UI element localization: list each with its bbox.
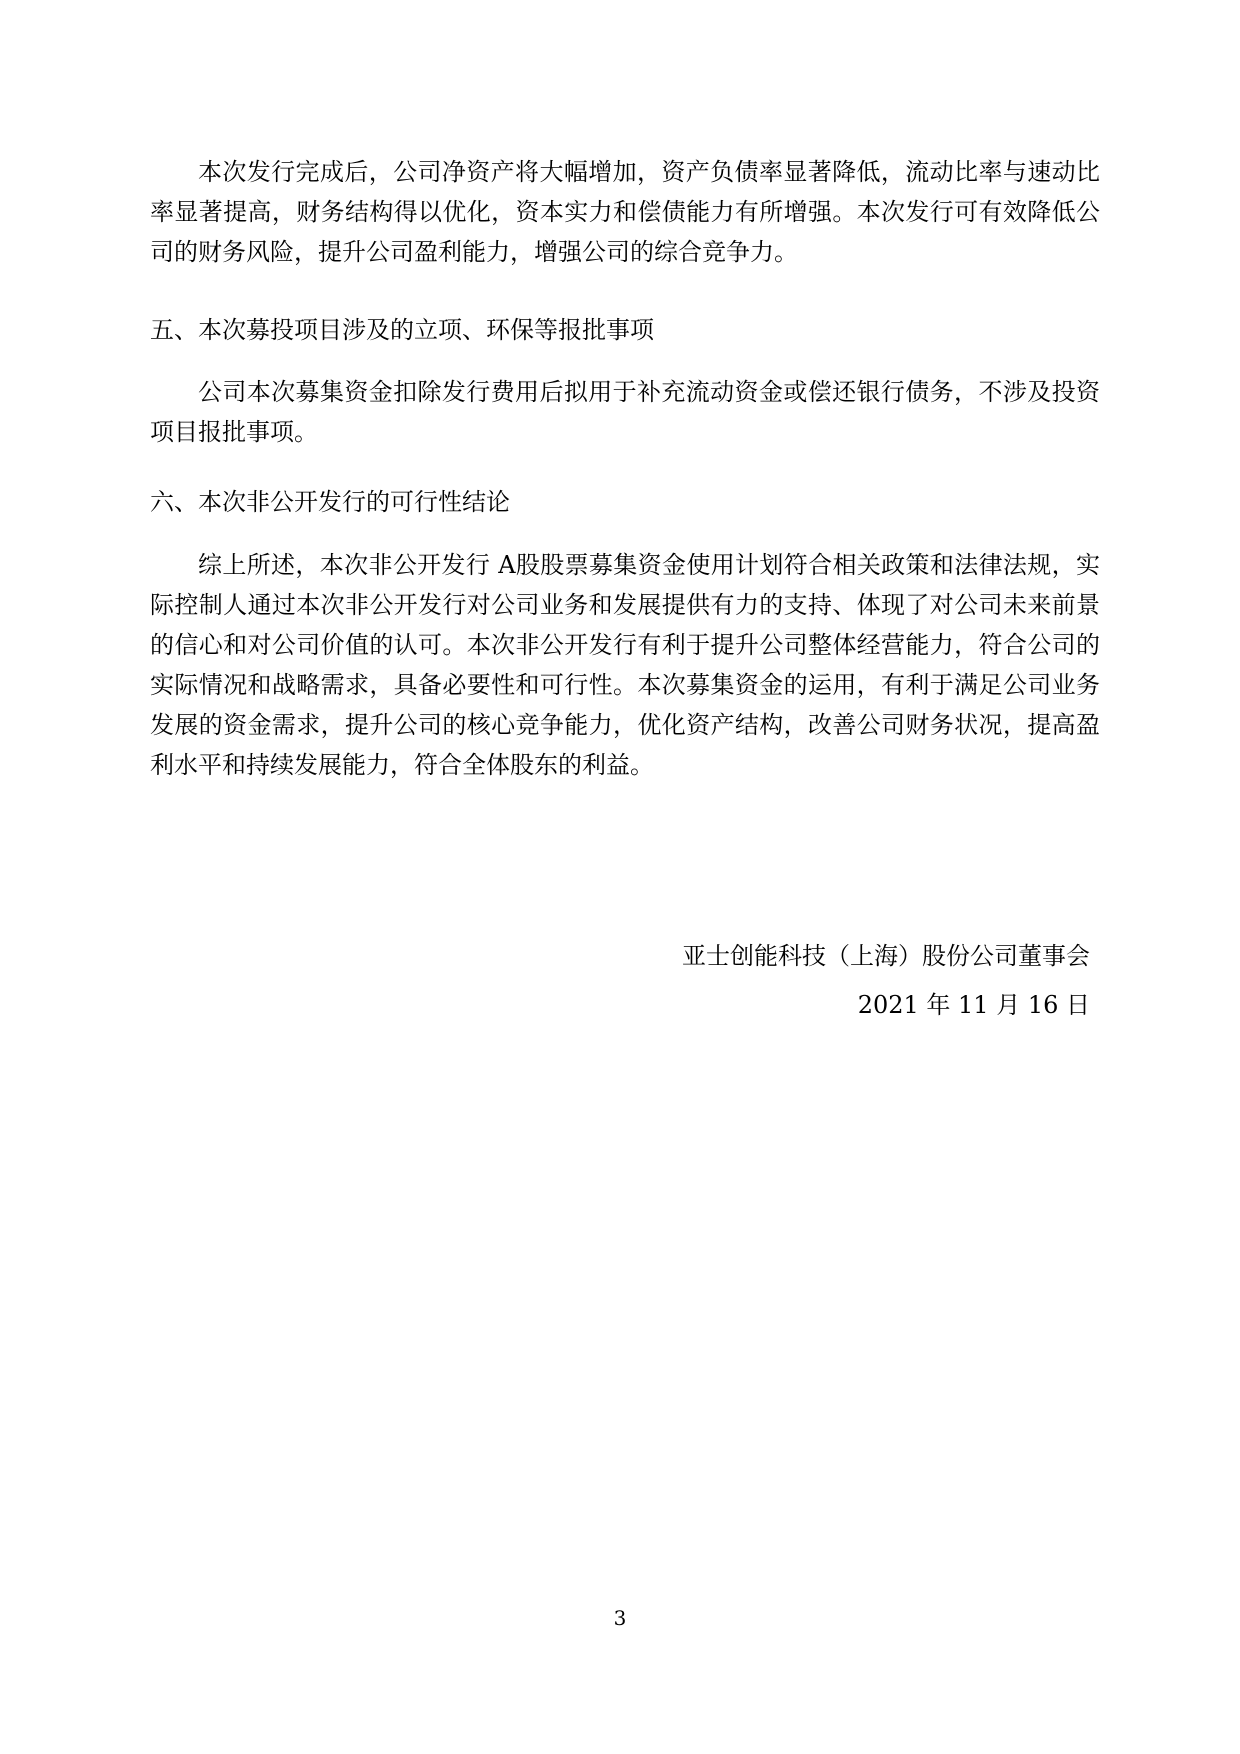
paragraph-approval-matters: 公司本次募集资金扣除发行费用后拟用于补充流动资金或偿还银行债务，不涉及投资项目报批事项。: [150, 378, 1100, 446]
paragraph-issuance-impact: 本次发行完成后，公司净资产将大幅增加，资产负债率显著降低，流动比率与速动比率显著提高，财务结构得以优化，资本实力和偿债能力有所增强。本次发行可有效降低公司的财务风险，提升公司盈利能力，增强公司的综合竞争力。: [150, 158, 1100, 266]
paragraph-feasibility-conclusion: 综上所述，本次非公开发行 A股股票募集资金使用计划符合相关政策和法律法规，实际控制人通过本次非公开发行对公司业务和发展提供有力的支持、体现了对公司未来前景的信心和对公司价值的认可。本次非公开发行有利于提升公司整体经营能力，符合公司的实际情况和战略需求，具备必要性和可行性。本次募集资金的运用，有利于满足公司业务发展的资金需求，提升公司的核心竞争能力，优化资产结构，改善公司财务状况，提高盈利水平和持续发展能力，符合全体股东的利益。: [150, 551, 1100, 779]
page-number: 3: [613, 1606, 627, 1630]
section-heading-six: 六、本次非公开发行的可行性结论: [150, 488, 510, 516]
signature-company: 亚士创能科技（上海）股份公司董事会: [682, 942, 1090, 970]
signature-date: 2021 年 11 月 16 日: [857, 991, 1090, 1019]
section-heading-five: 五、本次募投项目涉及的立项、环保等报批事项: [150, 316, 654, 344]
